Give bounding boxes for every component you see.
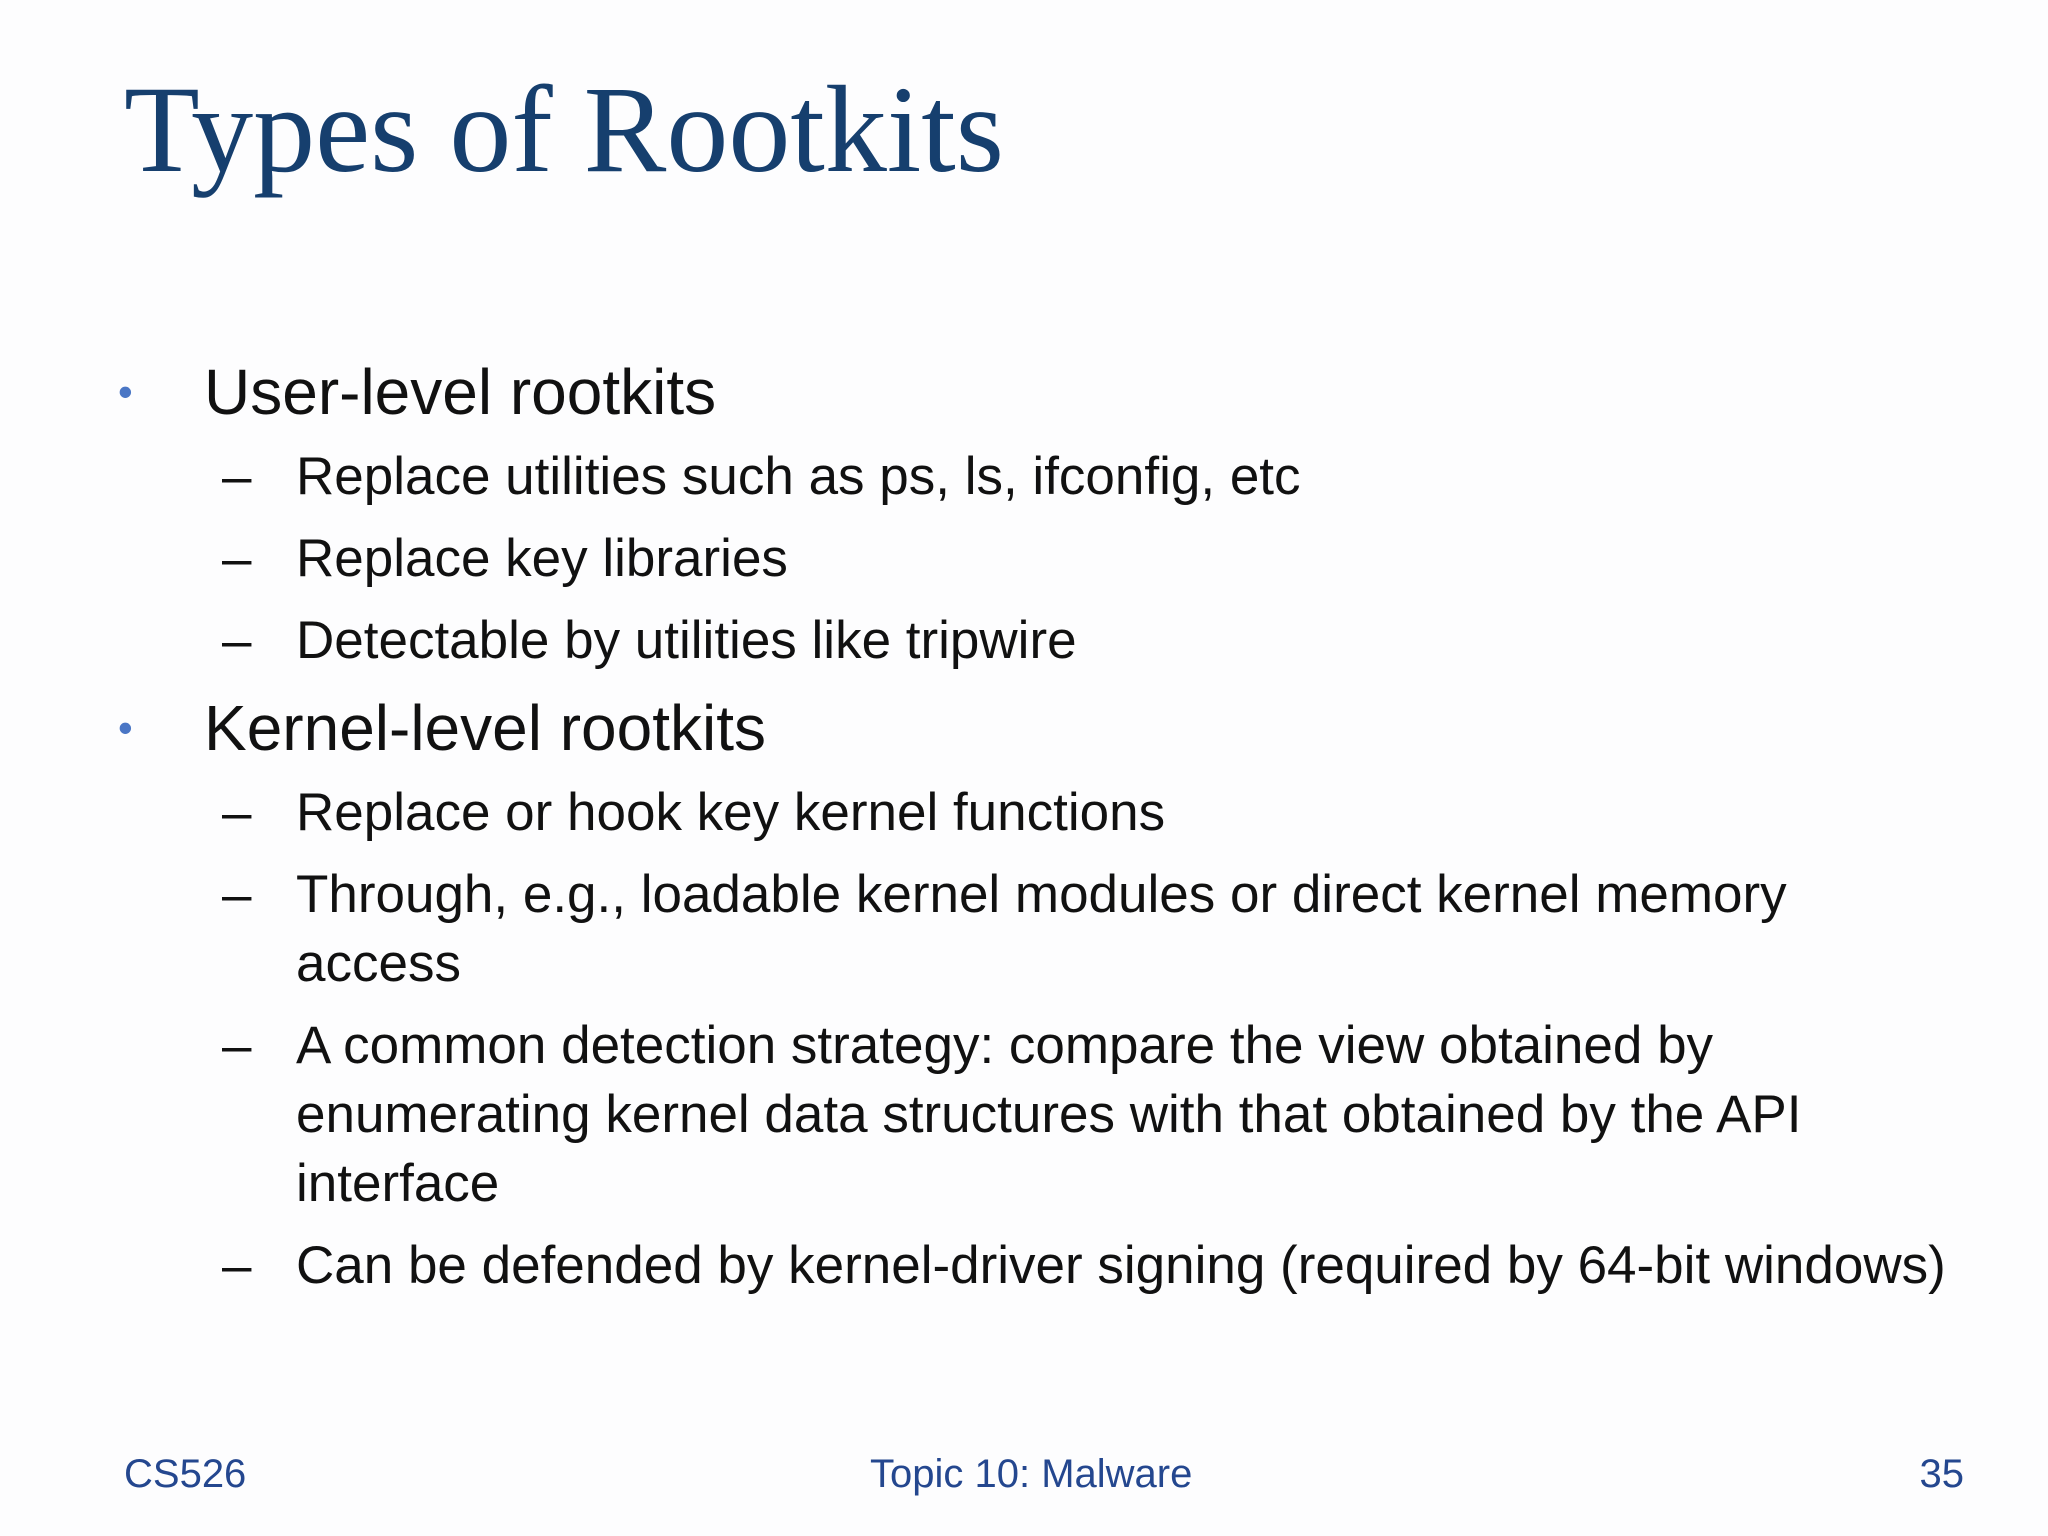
subitem-text: Replace utilities such as ps, ls, ifconfig, etc	[296, 447, 1301, 506]
subitem	[118, 524, 1948, 593]
dash-icon: –	[222, 447, 252, 506]
subitem	[118, 860, 1948, 998]
slide-title: Types of Rootkits	[124, 61, 1004, 198]
dash-icon: –	[222, 529, 252, 588]
subitem	[118, 1011, 1948, 1218]
footer-topic: Topic 10: Malware	[870, 1452, 1193, 1496]
subitem	[118, 778, 1948, 847]
bullet-user-level	[118, 352, 1948, 432]
bullet-text: User-level rootkits	[204, 356, 717, 428]
dash-icon: –	[222, 1236, 252, 1295]
dash-icon: –	[222, 865, 252, 924]
footer-slide-number: 35	[1919, 1452, 1964, 1496]
bullet-dot-icon: •	[118, 368, 133, 415]
subitem-text: Replace key libraries	[296, 529, 788, 588]
bullet-dot-icon: •	[118, 704, 133, 751]
subitem	[118, 1231, 1948, 1300]
bullet-text: Kernel-level rootkits	[204, 692, 766, 764]
subitem-text: A common detection strategy: compare the view obtained by enumerating kernel data structures with that obtained by the API interface	[296, 1016, 1802, 1213]
subitem-text: Can be defended by kernel-driver signing (required by 64-bit windows)	[296, 1236, 1946, 1295]
dash-icon: –	[222, 1016, 252, 1075]
subitem	[118, 442, 1948, 511]
bullet-kernel-level	[118, 688, 1948, 768]
dash-icon: –	[222, 783, 252, 842]
dash-icon: –	[222, 611, 252, 670]
slide-content	[118, 352, 1948, 1313]
footer-course: CS526	[124, 1452, 247, 1496]
subitem-text: Detectable by utilities like tripwire	[296, 611, 1077, 670]
subitem-text: Replace or hook key kernel functions	[296, 783, 1166, 842]
subitem	[118, 606, 1948, 675]
subitem-text: Through, e.g., loadable kernel modules or direct kernel memory access	[296, 865, 1787, 993]
